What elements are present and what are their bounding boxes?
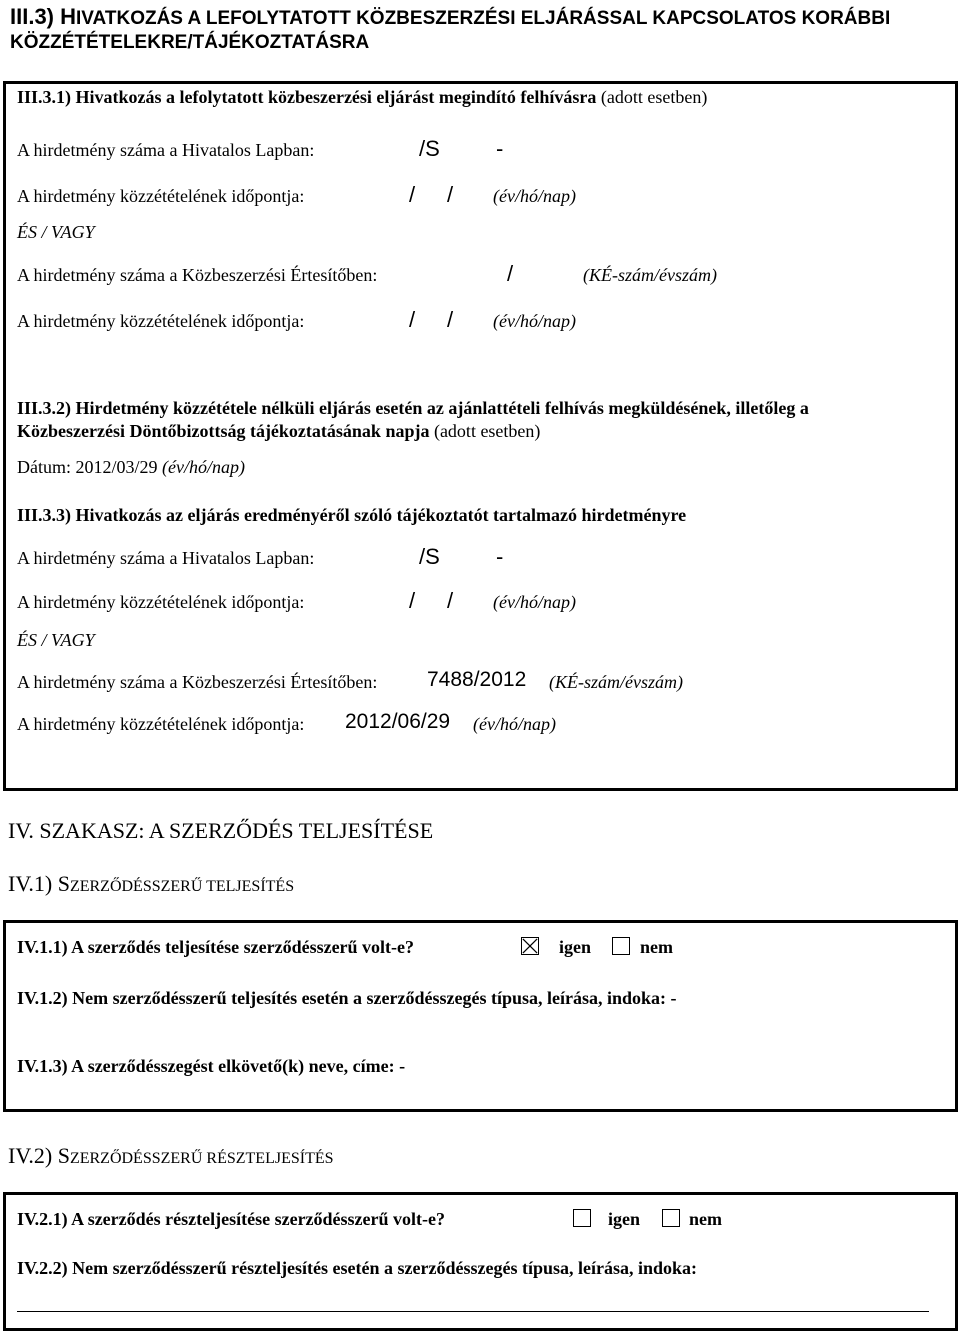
iv2-heading-rest: ZERZŐDÉSSZERŰ RÉSZTELJESÍTÉS (69, 1150, 334, 1167)
iv21-yes-label: igen (608, 1209, 641, 1229)
answer-line (17, 1311, 929, 1312)
iv1-heading (8, 871, 294, 897)
section-header-line1 (10, 4, 890, 30)
iv1-heading-prefix: IV.1) S (8, 871, 70, 896)
s332-title-line2 (17, 421, 540, 442)
checkbox-checked-icon (521, 937, 539, 955)
iv21-yes-checkbox[interactable] (573, 1209, 591, 1229)
section-header-rest: IVATKOZÁS A LEFOLYTATOTT KÖZBESZERZÉSI ELJÁRÁSSAL KAPCSOLATOS KORÁBBI (76, 8, 891, 29)
s333-ke-value: 7488/2012 (427, 668, 527, 691)
s331-title-bold: III.3.1) Hivatkozás a lefolytatott közbeszerzési eljárást megindító felhívásra (17, 87, 597, 107)
s331-ke-format: (KÉ-szám/évszám) (583, 265, 717, 285)
s332-title-line1: III.3.2) Hirdetmény közzététele nélküli eljárás esetén az ajánlattételi felhívás megküldésének, illetőleg a (17, 398, 809, 418)
s333-ke-date-label: A hirdetmény közzétételének időpontja: (17, 714, 305, 734)
s333-ol-date-format: (év/hó/nap) (493, 592, 576, 612)
s331-ol-value: /S (419, 136, 440, 161)
s331-ke-date-label: A hirdetmény közzétételének időpontja: (17, 311, 305, 331)
s333-ke-label: A hirdetmény száma a Közbeszerzési Értesítőben: (17, 672, 378, 692)
iv2-heading (8, 1143, 334, 1169)
iv11-no-label: nem (640, 937, 673, 957)
s331-title (17, 87, 707, 108)
s333-ol-date-slash1: / (409, 588, 416, 613)
s332-title-line2-bold: Közbeszerzési Döntőbizottság tájékoztatásának napja (17, 421, 430, 441)
checkbox-empty-icon (662, 1209, 680, 1227)
checkbox-empty-icon (573, 1209, 591, 1227)
iv21-question: IV.2.1) A szerződés részteljesítése szerződésszerű volt-e? (17, 1209, 446, 1229)
s332-date-format: (év/hó/nap) (162, 457, 245, 477)
s333-ol-dash: - (496, 544, 504, 569)
s331-es-vagy: ÉS / VAGY (17, 222, 95, 242)
s333-ke-date-value: 2012/06/29 (345, 710, 451, 733)
s333-es-vagy: ÉS / VAGY (17, 630, 95, 650)
s331-title-note: (adott esetben) (600, 87, 708, 107)
s331-ke-value: / (507, 261, 514, 286)
iv11-yes-checkbox[interactable] (521, 937, 539, 957)
iv11-yes-label: igen (559, 937, 592, 957)
s331-ke-label: A hirdetmény száma a Közbeszerzési Értesítőben: (17, 265, 378, 285)
s333-ol-value: /S (419, 544, 440, 569)
iv13-text: IV.1.3) A szerződésszegést elkövető(k) neve, címe: - (17, 1056, 406, 1076)
iv2-heading-prefix: IV.2) S (8, 1143, 70, 1168)
s332-date (17, 457, 245, 478)
s332-date-label: Dátum: 2012/03/29 (17, 457, 158, 477)
s333-ol-date-slash2: / (447, 588, 454, 613)
iv12-text: IV.1.2) Nem szerződésszerű teljesítés esetén a szerződésszegés típusa, leírása, indoka: - (17, 988, 677, 1008)
s331-ol-date-format: (év/hó/nap) (493, 186, 576, 206)
s331-ke-date-slash2: / (447, 307, 454, 332)
s331-ol-date-slash2: / (447, 182, 454, 207)
s333-ol-label: A hirdetmény száma a Hivatalos Lapban: (17, 548, 315, 568)
iv21-no-label: nem (689, 1209, 722, 1229)
s331-ke-date-format: (év/hó/nap) (493, 311, 576, 331)
s333-ke-format: (KÉ-szám/évszám) (549, 672, 683, 692)
s331-ol-date-slash1: / (409, 182, 416, 207)
section-header-prefix: III.3) H (10, 4, 77, 29)
iv22-text: IV.2.2) Nem szerződésszerű részteljesítés esetén a szerződésszegés típusa, leírása, indoka: (17, 1258, 698, 1278)
s331-ol-label: A hirdetmény száma a Hivatalos Lapban: (17, 140, 315, 160)
s333-ol-date-label: A hirdetmény közzétételének időpontja: (17, 592, 305, 612)
iv11-no-checkbox[interactable] (612, 937, 630, 957)
iv11-question: IV.1.1) A szerződés teljesítése szerződésszerű volt-e? (17, 937, 415, 957)
section-header-line2: KÖZZÉTÉTELEKRE/TÁJÉKOZTATÁSRA (10, 32, 370, 53)
s331-ol-date-label: A hirdetmény közzétételének időpontja: (17, 186, 305, 206)
s332-title-note: (adott esetben) (433, 421, 541, 441)
s331-ke-date-slash1: / (409, 307, 416, 332)
section4-title: IV. SZAKASZ: A SZERZŐDÉS TELJESÍTÉSE (8, 818, 434, 843)
iv21-no-checkbox[interactable] (662, 1209, 680, 1229)
s333-ke-date-format: (év/hó/nap) (473, 714, 556, 734)
checkbox-empty-icon (612, 937, 630, 955)
s333-title: III.3.3) Hivatkozás az eljárás eredményéről szóló tájékoztatót tartalmazó hirdetményre (17, 505, 687, 525)
iv1-heading-rest: ZERZŐDÉSSZERŰ TELJESÍTÉS (69, 878, 295, 895)
s331-ol-dash: - (496, 136, 504, 161)
